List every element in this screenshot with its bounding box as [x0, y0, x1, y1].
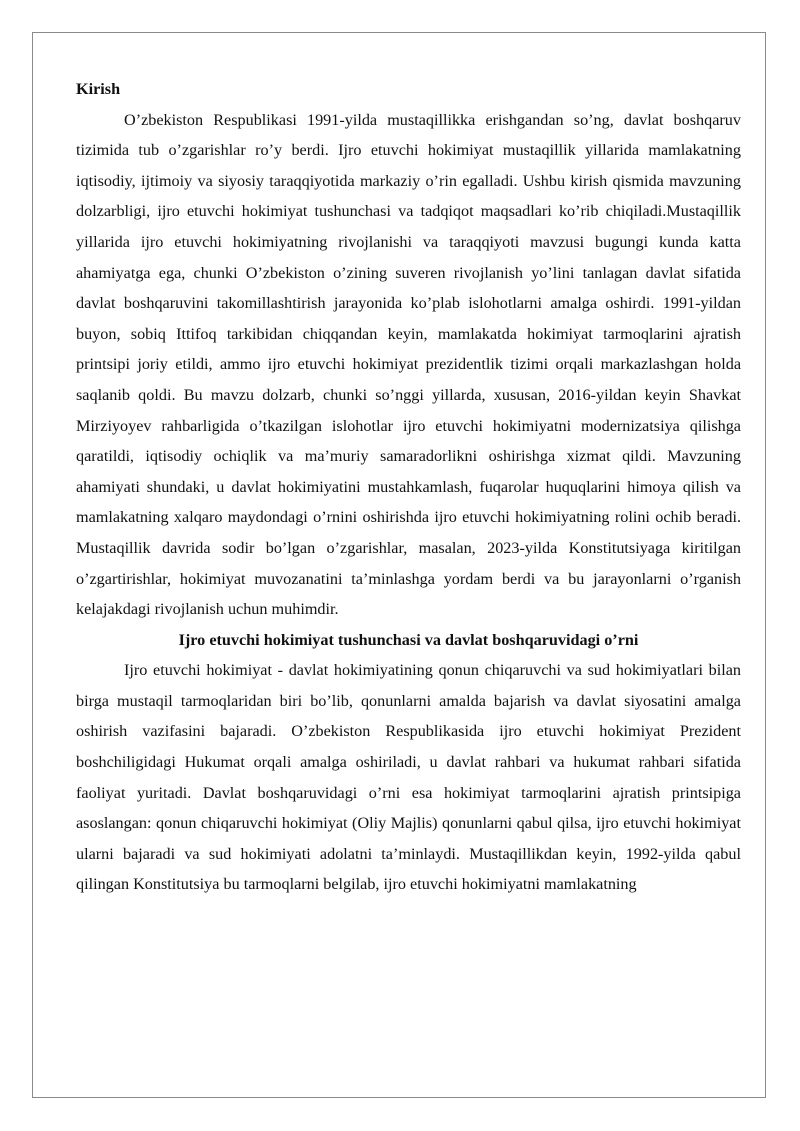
section-paragraph: Ijro etuvchi hokimiyat - davlat hokimiyatining qonun chiqaruvchi va sud hokimiyatlari bilan birga mustaqil tarmoqlaridan biri bo’lib, qonunlarni amalda bajarish va davlat siyosatini amalga oshirish vazifasini bajaradi. O’zbekiston Respublikasida ijro etuvchi hokimiyat Prezident boshchiligidagi Hukumat orqali amalga oshiriladi, u davlat rahbari va hukumat rahbari sifatida faoliyat yuritadi. Davlat boshqaruvidagi o’rni esa hokimiyat tarmoqlarini ajratish printsipiga asoslangan: qonun chiqaruvchi hokimiyat (Oliy Majlis) qonunlarni qabul qilsa, ijro etuvchi hokimiyat ularni bajaradi va sud hokimiyati adolatni ta’minlaydi. Mustaqillikdan keyin, 1992-yilda qabul qilingan Konstitutsiya bu tarmoqlarni belgilab, ijro etuvchi hokimiyatni mamlakatning — [76, 661, 741, 894]
document-body — [76, 74, 741, 900]
intro-heading: Kirish — [76, 80, 121, 98]
section-heading: Ijro etuvchi hokimiyat tushunchasi va davlat boshqaruvidagi o’rni — [178, 630, 639, 649]
intro-paragraph: O’zbekiston Respublikasi 1991-yilda mustaqillikka erishgandan so’ng, davlat boshqaruv tizimida tub o’zgarishlar ro’y berdi. Ijro etuvchi hokimiyat mustaqillik yillarida mamlakatning iqtisodiy, ijtimoiy va siyosiy taraqqiyotida markaziy o’rin egalladi. Ushbu kirish qismida mavzuning dolzarbligi, ijro etuvchi hokimiyat tushunchasi va tadqiqot maqsadlari ko’rib chiqiladi.Mustaqillik yillarida ijro etuvchi hokimiyatning rivojlanishi va taraqqiyoti mavzusi bugungi kunda katta ahamiyatga ega, chunki O’zbekiston o’zining suveren rivojlanish yo’lini tanlagan davlat sifatida davlat boshqaruvini takomillashtirish jarayonida ko’plab islohotlarni amalga oshirdi. 1991-yildan buyon, sobiq Ittifoq tarkibidan chiqqandan keyin, mamlakatda hokimiyat tarmoqlarini ajratish printsipi joriy etildi, ammo ijro etuvchi hokimiyat prezidentlik tizimi orqali markazlashgan holda saqlanib qoldi. Bu mavzu dolzarb, chunki so’nggi yillarda, xususan, 2016-yildan keyin Shavkat Mirziyoyev rahbarligida o’tkazilgan islohotlar ijro etuvchi hokimiyatni modernizatsiya qilishga qaratildi, iqtisodiy ochiqlik va ma’muriy samaradorlikni oshirishga xizmat qildi. Mavzuning ahamiyati shundaki, u davlat hokimiyatini mustahkamlash, fuqarolar huquqlarini himoya qilish va mamlakatning xalqaro maydondagi o’rnini oshirishda ijro etuvchi hokimiyatning rolini ochib beradi. Mustaqillik davrida sodir bo’lgan o’zgarishlar, masalan, 2023-yilda Konstitutsiyaga kiritilgan o’zgartirishlar, hokimiyat muvozanatini ta’minlashga yordam berdi va bu jarayonlarni o’rganish kelajakdagi rivojlanish uchun muhimdir. — [76, 110, 741, 619]
